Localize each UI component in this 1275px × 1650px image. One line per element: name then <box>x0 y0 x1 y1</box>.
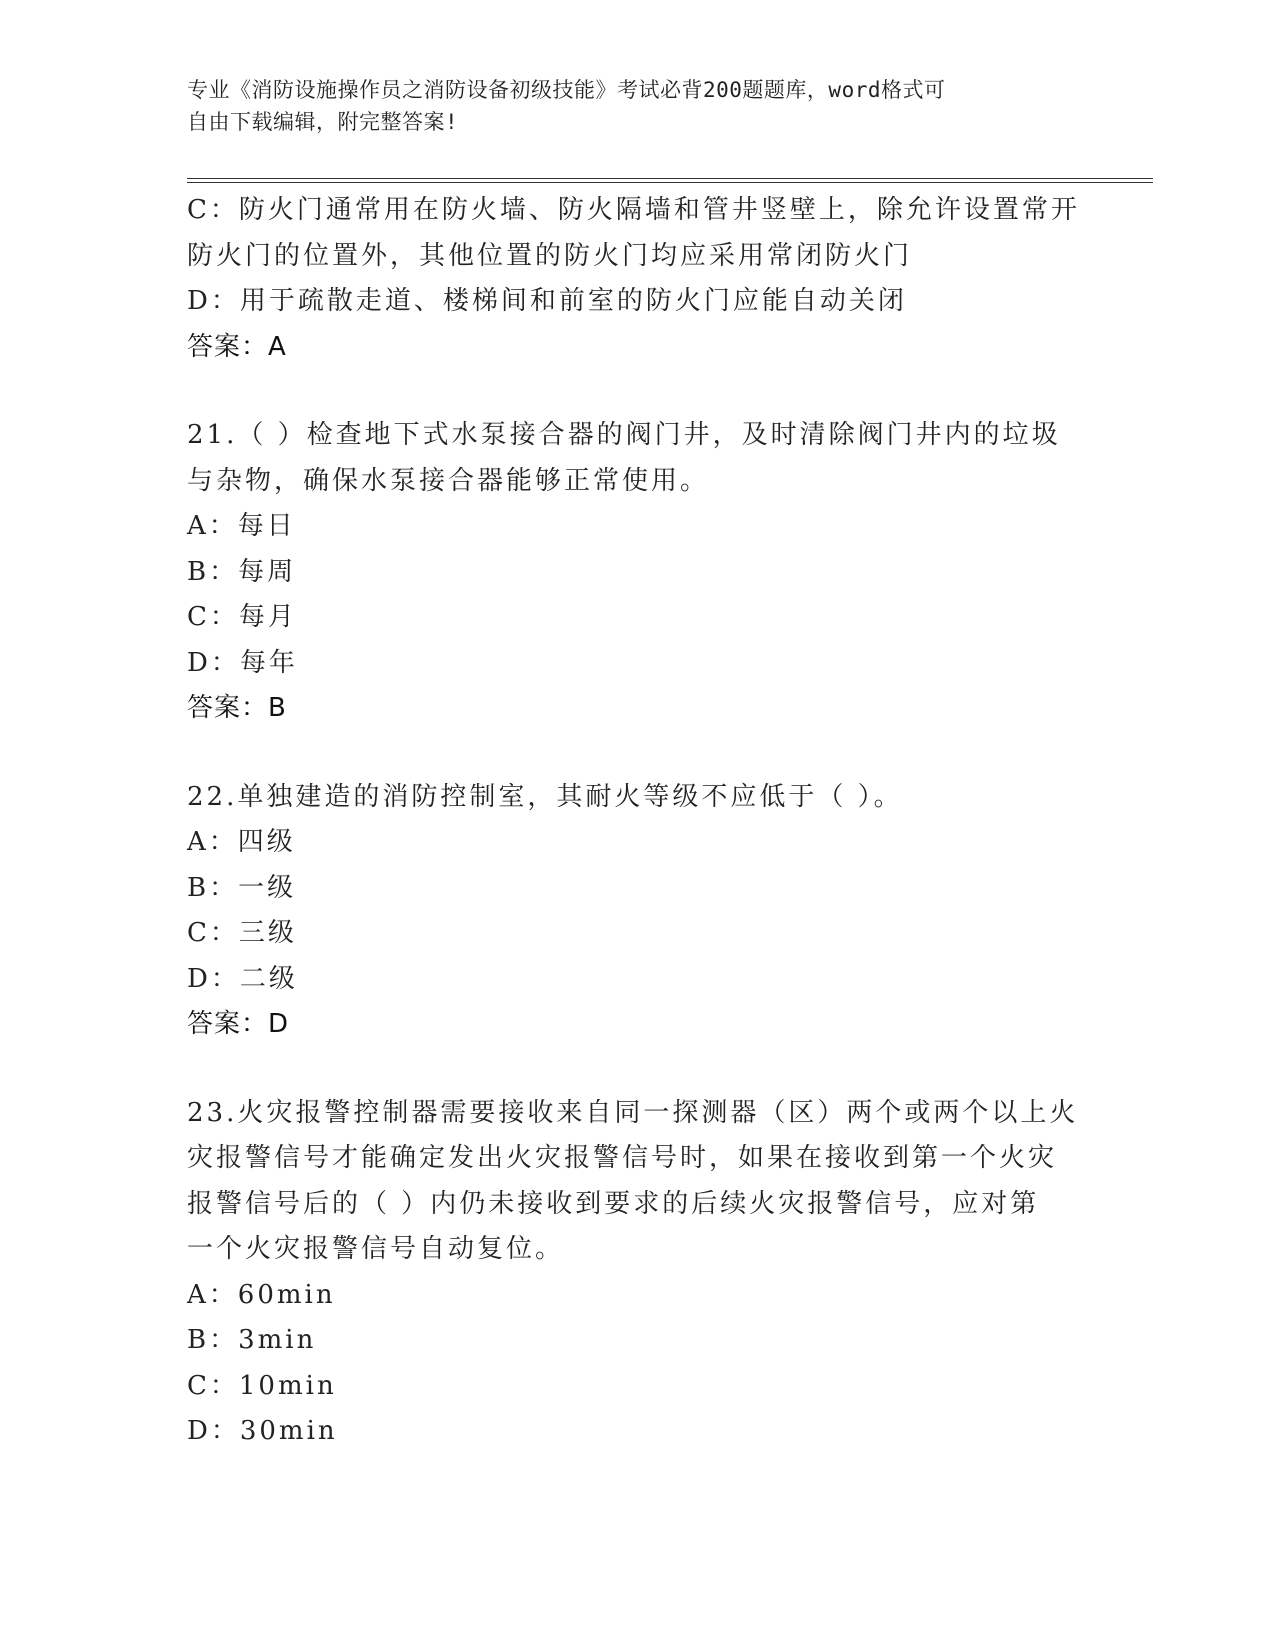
header-title-line-1: 专业《消防设施操作员之消防设备初级技能》考试必背200题题库，word格式可 <box>187 78 946 102</box>
answer-line: 答案：A <box>187 331 287 362</box>
header-divider <box>187 178 1153 183</box>
question-20-continuation <box>187 188 1087 370</box>
header-title-line-2: 自由下载编辑，附完整答案! <box>187 110 459 134</box>
answer-line: 答案：D <box>187 1009 290 1039</box>
option-a: A：四级 <box>187 827 296 857</box>
question-stem-line-4: 一个火灾报警信号自动复位。 <box>187 1234 565 1264</box>
question-21 <box>187 413 1087 732</box>
option-d: D：30min <box>187 1416 338 1446</box>
answer-line: 答案：B <box>187 693 287 723</box>
question-stem-line-1: 21.（ ）检查地下式水泵接合器的阀门井，及时清除阀门井内的垃圾 <box>187 420 1061 450</box>
question-stem-line-2: 与杂物，确保水泵接合器能够正常使用。 <box>187 465 710 496</box>
option-b: B：每周 <box>187 556 297 587</box>
question-list <box>187 188 1087 1455</box>
option-d: D：每年 <box>187 647 298 678</box>
question-stem-line-1: 22.单独建造的消防控制室，其耐火等级不应低于（ ）。 <box>187 781 903 812</box>
option-d: D：二级 <box>187 963 298 994</box>
option-a: A：60min <box>187 1279 336 1310</box>
question-stem-line-3: 报警信号后的（ ）内仍未接收到要求的后续火灾报警信号，应对第 <box>187 1188 1040 1219</box>
option-c: C：每月 <box>187 602 297 632</box>
option-b: B：一级 <box>187 872 297 903</box>
spacer <box>187 370 1087 413</box>
option-d: D：用于疏散走道、楼梯间和前室的防火门应能自动关闭 <box>187 286 907 316</box>
option-c-line-1: C：防火门通常用在防火墙、防火隔墙和管井竖壁上，除允许设置常开 <box>187 195 1080 225</box>
option-a: A：每日 <box>187 511 296 541</box>
option-c-line-2: 防火门的位置外，其他位置的防火门均应采用常闭防火门 <box>187 240 913 271</box>
question-stem-line-2: 灾报警信号才能确定发出火灾报警信号时，如果在接收到第一个火灾 <box>187 1143 1058 1173</box>
option-c: C：三级 <box>187 918 297 948</box>
question-stem-line-1: 23.火灾报警控制器需要接收来自同一探测器（区）两个或两个以上火 <box>187 1097 1079 1128</box>
document-header <box>187 74 1067 138</box>
spacer <box>187 732 1087 775</box>
spacer <box>187 1048 1087 1091</box>
option-b: B：3min <box>187 1325 317 1355</box>
option-c: C：10min <box>187 1370 337 1401</box>
question-22 <box>187 775 1087 1048</box>
question-23 <box>187 1091 1087 1455</box>
